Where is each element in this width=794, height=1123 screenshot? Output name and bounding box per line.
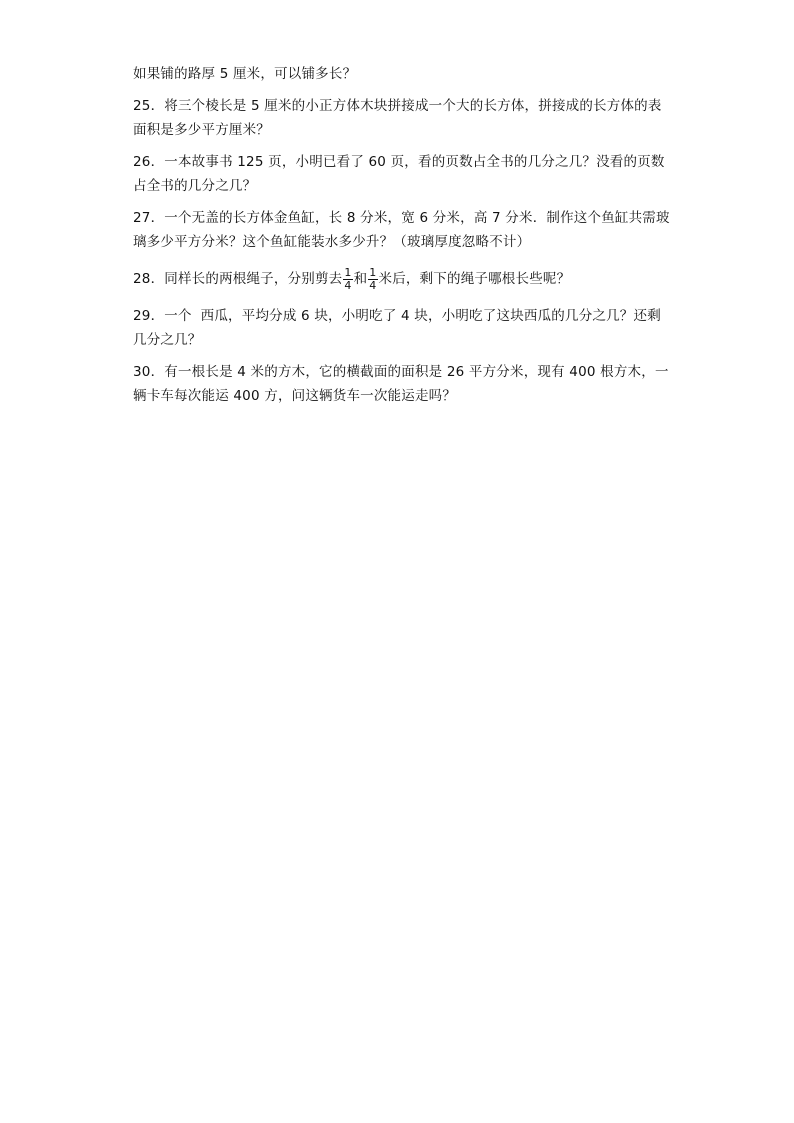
question-28-text-after: 米后，剩下的绳子哪根长些呢？ xyxy=(378,271,571,287)
question-30-line-2: 辆卡车每次能运 400 方，问这辆货车一次能运走吗？ xyxy=(133,388,457,404)
question-29-line-1: 29．一个 西瓜，平均分成 6 块，小明吃了 4 块，小明吃了这块西瓜的几分之几？还剩 xyxy=(133,308,661,324)
question-25 xyxy=(133,94,673,142)
question-25-line-2: 面积是多少平方厘米？ xyxy=(133,122,270,138)
question-24-tail-text: 如果铺的路厚 5 厘米，可以铺多长？ xyxy=(133,66,357,82)
question-28 xyxy=(133,262,673,296)
question-24-tail xyxy=(133,62,673,86)
fraction-denominator: 4 xyxy=(369,278,377,292)
question-30 xyxy=(133,360,673,408)
question-29 xyxy=(133,304,673,352)
question-28-text-middle: 和 xyxy=(353,271,368,287)
question-29-line-2: 几分之几？ xyxy=(133,332,202,348)
fraction-one-quarter-second xyxy=(368,267,377,292)
question-list xyxy=(133,62,673,408)
question-27-line-1: 27．一个无盖的长方体金鱼缸，长 8 分米，宽 6 分米，高 7 分米．制作这个鱼缸共需玻 xyxy=(133,210,670,226)
fraction-numerator: 1 xyxy=(344,265,352,279)
question-26 xyxy=(133,150,673,198)
question-27 xyxy=(133,206,673,254)
question-26-line-1: 26．一本故事书 125 页，小明已看了 60 页，看的页数占全书的几分之几？没看的页数 xyxy=(133,154,665,170)
question-28-text-before: 28．同样长的两根绳子，分别剪去 xyxy=(133,271,343,287)
question-28-line-1 xyxy=(133,262,673,296)
fraction-denominator: 4 xyxy=(344,278,352,292)
fraction-numerator: 1 xyxy=(369,265,377,279)
question-25-line-1: 25．将三个棱长是 5 厘米的小正方体木块拼接成一个大的长方体，拼接成的长方体的表 xyxy=(133,98,662,114)
question-27-line-2: 璃多少平方分米？这个鱼缸能装水多少升？（玻璃厚度忽略不计） xyxy=(133,234,531,250)
question-26-line-2: 占全书的几分之几？ xyxy=(133,178,257,194)
question-30-line-1: 30．有一根长是 4 米的方木，它的横截面的面积是 26 平方分米，现有 400 根方木，一 xyxy=(133,364,669,380)
fraction-one-quarter-first xyxy=(343,267,352,292)
